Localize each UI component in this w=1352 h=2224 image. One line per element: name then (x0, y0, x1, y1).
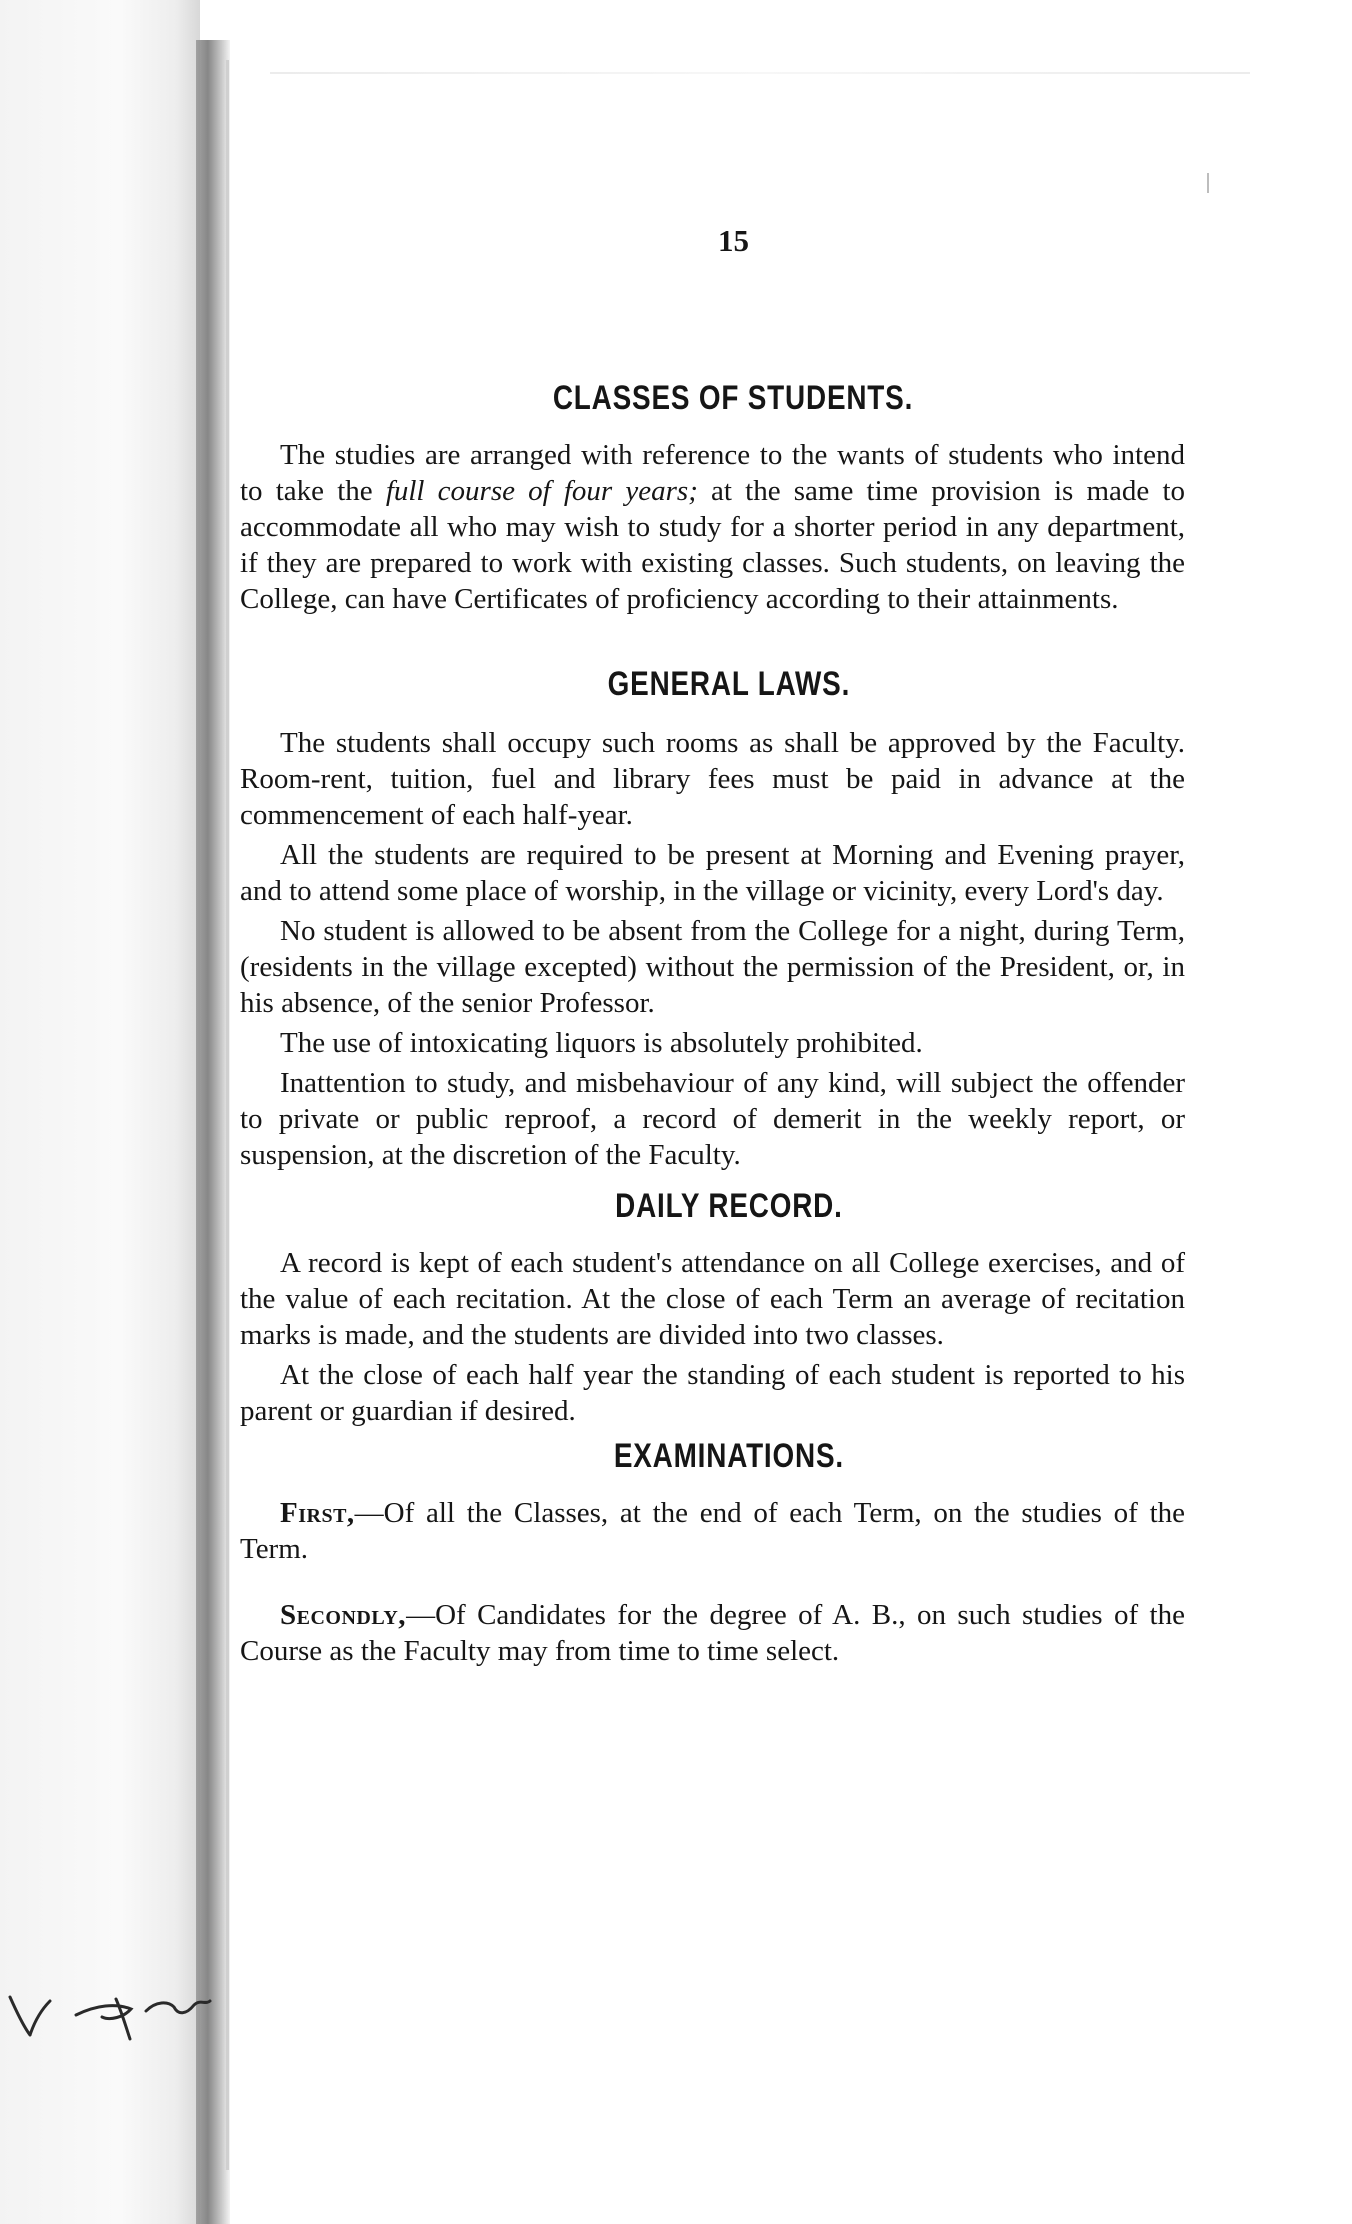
daily-record-paragraph: A record is kept of each student's attendance on all College exercises, and of the value of each recitation. At the close of each Term an average of recitation marks is made, and the students are divided into two classes. (240, 1247, 1185, 1351)
examinations-first-text: —Of all the Classes, at the end of each Term, on the studies of the Term. (240, 1497, 1185, 1565)
section-classes-of-students (240, 381, 1185, 617)
classes-paragraph (240, 437, 1185, 617)
section-general-laws (240, 667, 1185, 1173)
daily-record-paragraph: At the close of each half year the standing of each student is reported to his parent or guardian if desired. (240, 1359, 1185, 1427)
heading-general-laws: GENERAL LAWS. (607, 665, 851, 703)
general-laws-paragraph: All the students are required to be present at Morning and Evening prayer, and to attend some place of worship, in the village or vicinity, every Lord's day. (240, 839, 1185, 907)
binding-edge-line (226, 60, 229, 2170)
heading-daily-record: DAILY RECORD. (615, 1187, 843, 1225)
book-binding-shadow (196, 40, 230, 2224)
page-number: 15 (718, 223, 749, 258)
book-page (240, 225, 1185, 1669)
examinations-second-label: Secondly, (280, 1599, 407, 1631)
examinations-second (240, 1597, 1185, 1669)
examinations-first-label: First, (280, 1497, 355, 1529)
examinations-first (240, 1495, 1185, 1567)
classes-text-before: The studies are arranged with reference to the wants of students who intend to take the (240, 439, 1185, 507)
general-laws-paragraph: The students shall occupy such rooms as shall be approved by the Faculty. Room-rent, tuition, fuel and library fees must be paid in advance at the commencement of each half-year. (240, 727, 1185, 831)
general-laws-paragraph: No student is allowed to be absent from the College for a night, during Term, (residents in the village excepted) without the permission of the President, or, in his absence, of the senior Professor. (240, 915, 1185, 1019)
previous-page-edge (0, 0, 200, 2224)
margin-tick-mark (1207, 173, 1209, 193)
section-daily-record (240, 1189, 1185, 1429)
heading-examinations: EXAMINATIONS. (613, 1437, 844, 1475)
heading-classes-of-students: CLASSES OF STUDENTS. (552, 379, 914, 417)
top-edge-rule (270, 72, 1250, 74)
examinations-second-text: —Of Candidates for the degree of A. B., on such studies of the Course as the Faculty may from time to time select. (240, 1599, 1185, 1667)
general-laws-paragraph: Inattention to study, and misbehaviour of any kind, will subject the offender to private or public reproof, a record of demerit in the weekly report, or suspension, at the discretion of the Faculty. (240, 1067, 1185, 1171)
general-laws-paragraph: The use of intoxicating liquors is absolutely prohibited. (280, 1027, 923, 1059)
handwritten-margin-mark (6, 1975, 216, 2045)
section-examinations (240, 1439, 1185, 1669)
classes-text-italic: full course of four years; (385, 475, 698, 507)
classes-text-after: at the same time provision is made to accommodate all who may wish to study for a shorter period in any department, if they are prepared to work with existing classes. Such students, on leaving the College, can have Certificates of proficiency according to their attainments. (240, 475, 1186, 615)
